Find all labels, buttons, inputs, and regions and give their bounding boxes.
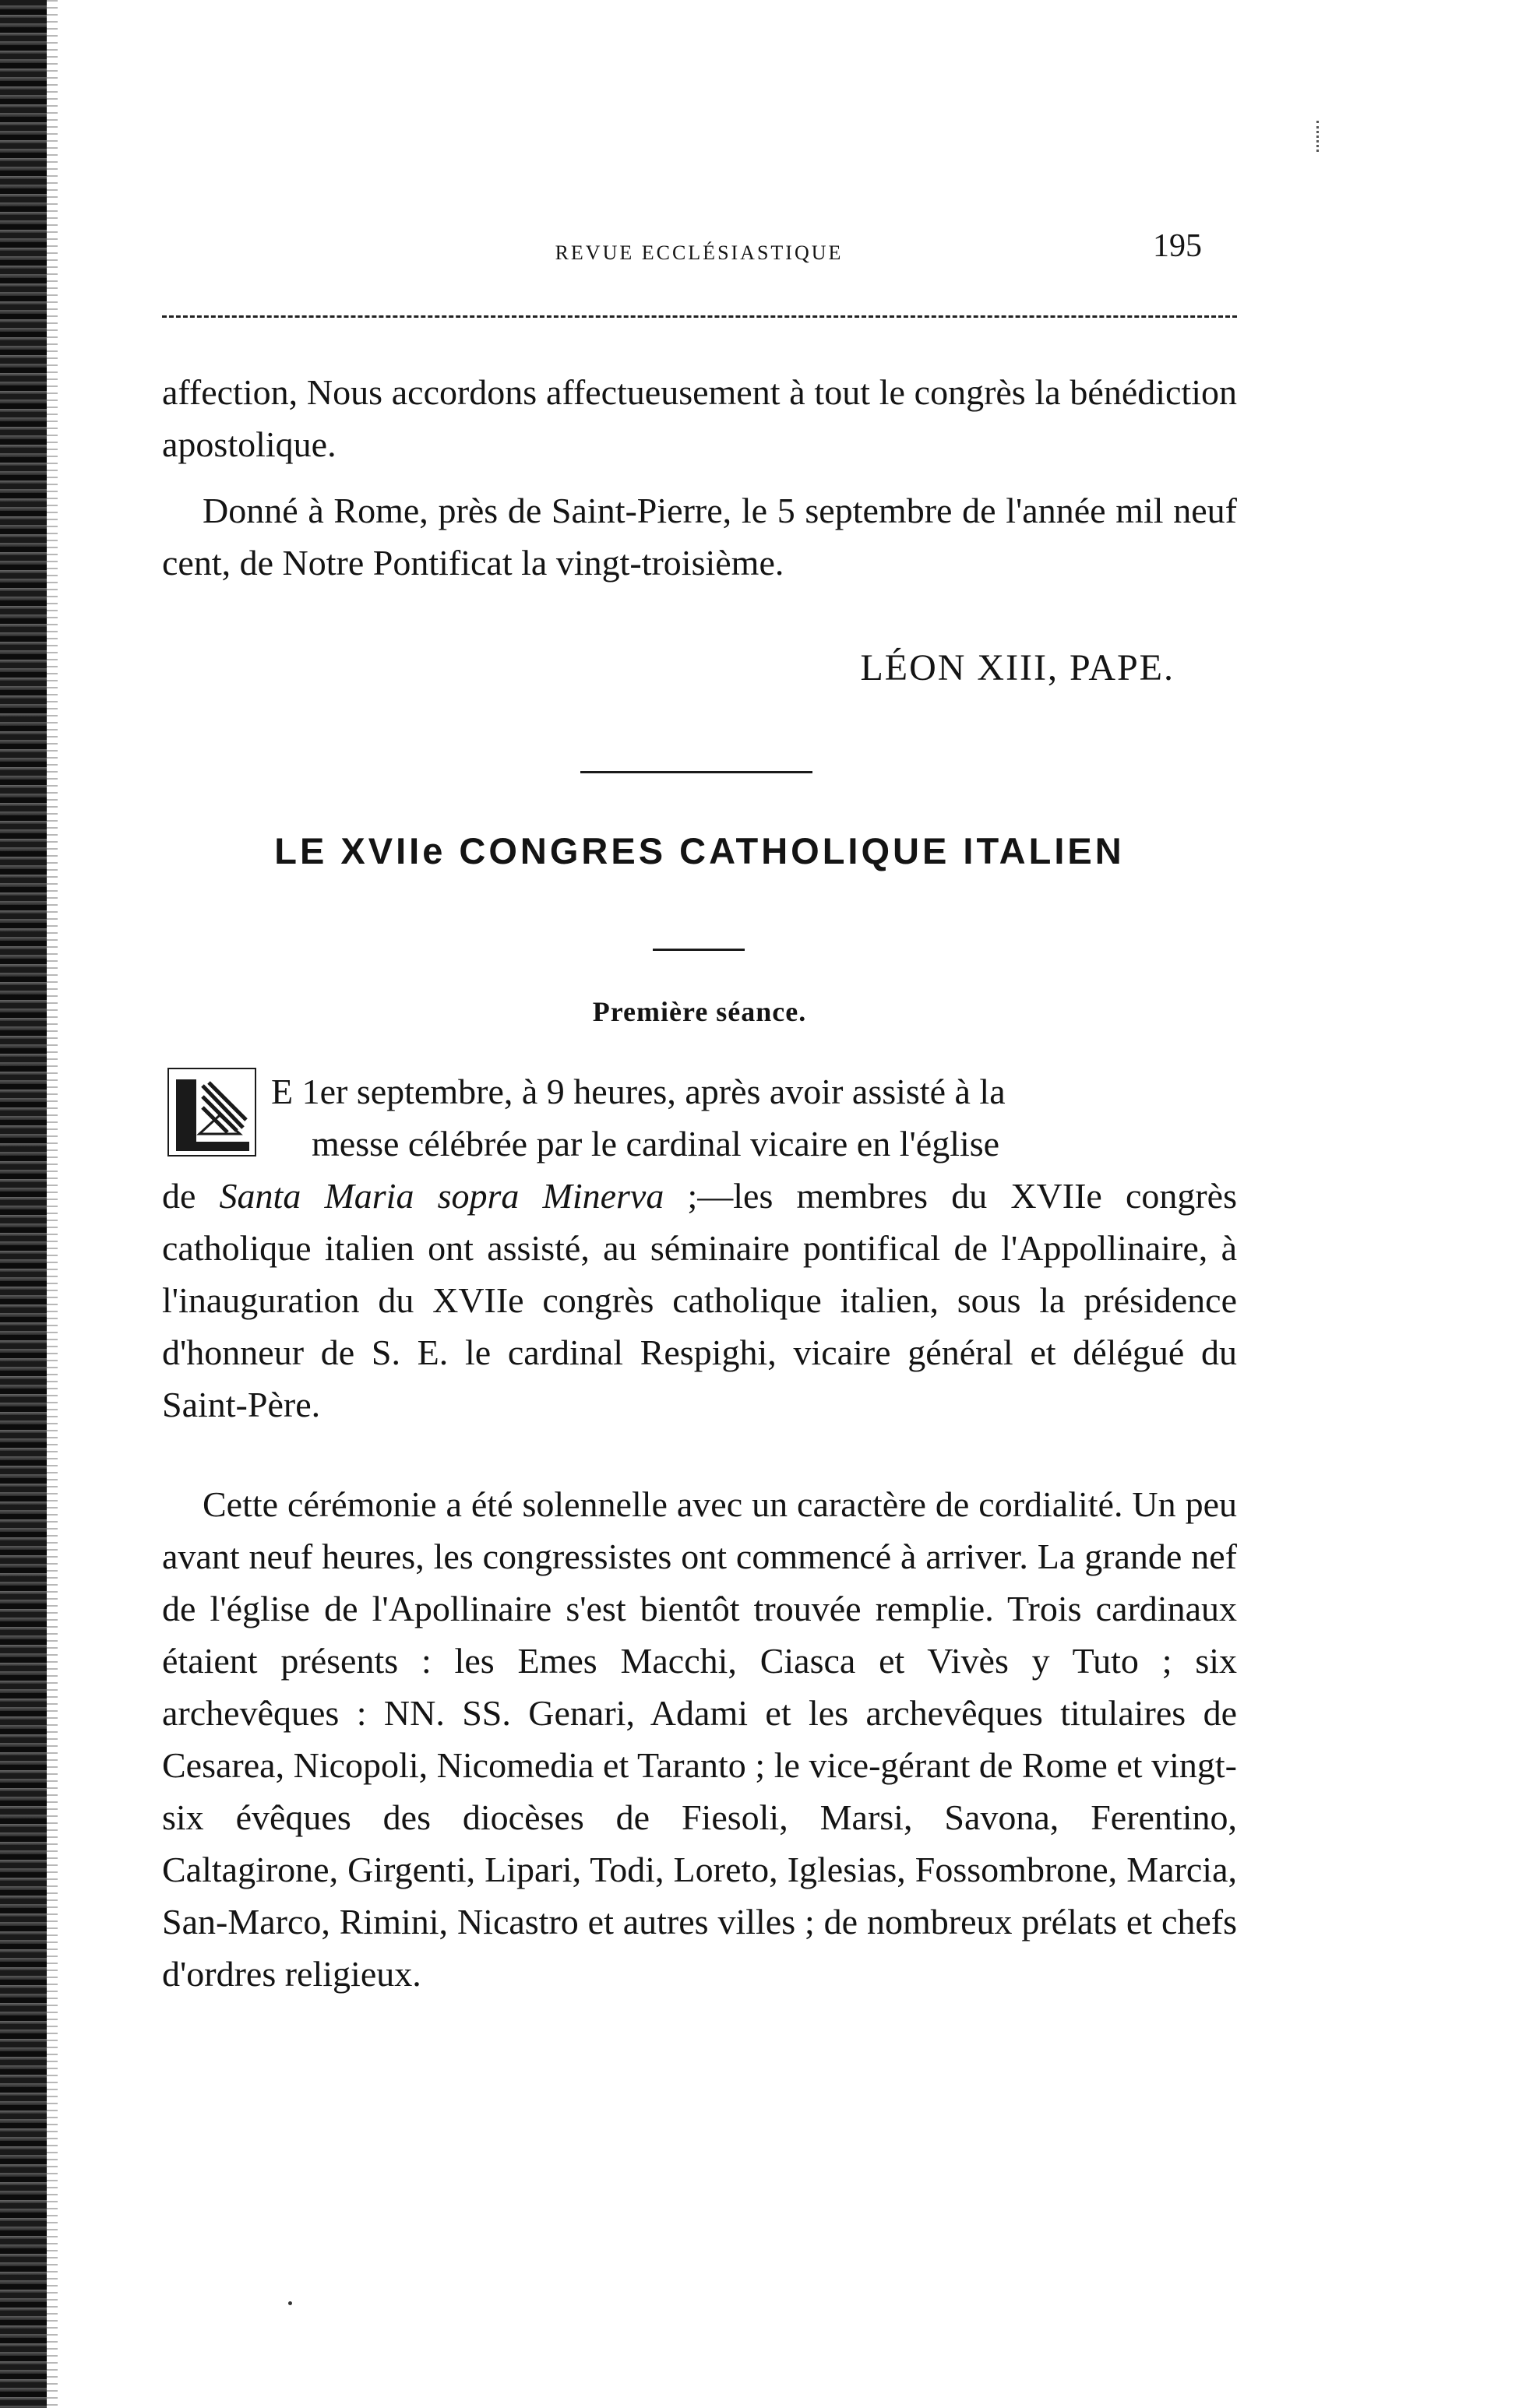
scan-speck [288, 2301, 292, 2305]
paragraph-rest [162, 1170, 1237, 1431]
running-head [162, 235, 1236, 274]
papal-signature: LÉON XIII, PAPE. [860, 647, 1175, 688]
running-title: REVUE ECCLÉSIASTIQUE [555, 241, 844, 264]
header-rule [162, 315, 1237, 318]
body-paragraph-2: Cette cérémonie a été solennelle avec un caractère de cordialité. Un peu avant neuf heures, les congressistes ont commencé à arriver. La grande nef de l'église de l'Apollinaire s'est bientôt trouvée remplie. Trois cardinaux étaient présents : les Emes Macchi, Ciasca et Vivès y Tuto ; six archevêques : NN. SS. Genari, Adami et les archevêques titulaires de Cesarea, Nicopoli, Nicomedia et Taranto ; le vice-gérant de Rome et vingt-six évêques des diocèses de Fiesoli, Marsi, Savona, Ferentino, Caltagirone, Girgenti, Lipari, Todi, Loreto, Iglesias, Fossombrone, Marcia, San-Marco, Rimini, Nicastro et autres villes ; de nombreux prélats et chefs d'ordres religieux. [162, 1484, 1237, 1994]
letter-paragraph-2: Donné à Rome, près de Saint-Pierre, le 5 septembre de l'année mil neuf cent, de Notre Pontificat la vingt-troisième. [162, 491, 1237, 583]
section-title: LE XVIIe CONGRES CATHOLIQUE ITALIEN [274, 830, 1125, 871]
church-name-italic: Santa Maria sopra Minerva [219, 1176, 664, 1216]
paragraph-rest-body: ;—les membres du XVIIe congrès catholique italien ont assisté, au séminaire pontifical de l'Appollinaire, à l'inauguration du XVIIe congrès catholique italien, sous la présidence d'honneur de S. E. le cardinal Respighi, vicaire général et délégué du Saint-Père. [162, 1176, 1238, 1424]
page-number: 195 [1153, 228, 1202, 264]
short-divider-rule [653, 949, 745, 951]
letter-paragraph-1: affection, Nous accordons affectueusement à tout le congrès la bénédiction apostolique. [162, 372, 1237, 464]
paragraph-line-2: messe célébrée par le cardinal vicaire en l'église [312, 1124, 1000, 1164]
paragraph-line-1: E 1er septembre, à 9 heures, après avoir assisté à la [271, 1072, 1006, 1111]
section-divider-rule [580, 771, 812, 773]
body-paragraph-1 [162, 1065, 1237, 1431]
section-subtitle: Première séance. [592, 996, 807, 1027]
paragraph-rest-prefix: de [162, 1176, 220, 1216]
